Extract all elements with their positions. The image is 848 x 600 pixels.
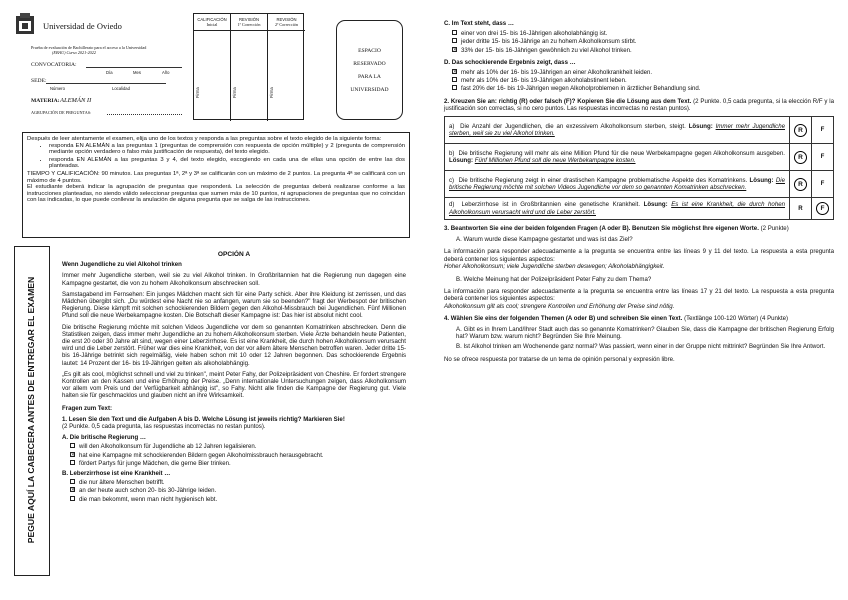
instructions-tiempo: TIEMPO Y CALIFICACIÓN: 90 minutos. Las preguntas 1ª, 2ª y 3ª se calificarán con un máximo de 2 puntos. La pregunta 4ª se calificará con un máximo de 4 puntos. xyxy=(27,170,405,184)
q2-answer: Die britische Regierung möchte mit solchen Videos Jugendliche vor dem so genannten Komatrinken abschrecken. xyxy=(449,176,785,192)
q2-letter: a) xyxy=(449,122,455,130)
q4-heading xyxy=(444,315,834,322)
q3b-info: La información para responder adecuadamente a la pregunta se encuentra entre las líneas 17 y 21 del texto. La respuesta a esta pregunta deberá contener los siguientes aspectos: xyxy=(444,288,834,303)
q4a-option: A. Gibt es in Ihrem Land/Ihrer Stadt auch das so genannte Komatrinken? Glauben Sie, dass die Kampagne der britischen Regierung Erfolg hat? Warum bzw. warum nicht? Begründen Sie Ihre Meinung. xyxy=(456,326,834,341)
grid-col-1-firma: Firma xyxy=(195,87,200,98)
q2-f-cell[interactable]: F xyxy=(812,117,834,144)
exam-header xyxy=(12,12,192,112)
q2-row xyxy=(445,117,834,144)
q1a-label: A. Die britische Regierung … xyxy=(62,434,146,442)
q2-answer: Es ist eine Krankheit, die durch hohen Alkoholkonsum verursacht wird und die Leber zerstört. xyxy=(449,201,785,216)
date-month-label: Mes xyxy=(133,70,141,75)
reading-section xyxy=(62,251,406,504)
q1c-option-text: 33% der 15- bis 16-Jährigen gewöhnlich zu viel Alkohol trinken. xyxy=(461,46,632,54)
q1a-option[interactable] xyxy=(70,443,406,450)
sede-numero-label: Número xyxy=(50,86,65,91)
q4-title: 4. Wählen Sie eins der folgenden Themen (A oder B) und schreiben Sie einen Text. xyxy=(444,314,683,322)
date-day-label: Día xyxy=(106,70,113,75)
convocatoria-label: CONVOCATORIA: xyxy=(31,62,77,68)
university-logo xyxy=(12,12,38,38)
grid-divider xyxy=(194,30,305,31)
fragen-title: Fragen zum Text: xyxy=(62,404,112,412)
subtitle-line2: (EBAU) Curso 2021-2022 xyxy=(52,50,96,55)
q2-r-cell[interactable] xyxy=(790,144,812,171)
date-year-label: Año xyxy=(162,70,170,75)
checked-checkbox-icon[interactable] xyxy=(452,47,457,52)
q2-heading xyxy=(444,98,834,112)
q1-points: (2 Punkte. 0,5 cada pregunta, las respuestas incorrectas no restan puntos). xyxy=(62,423,266,431)
q2-answer: Immer mehr Jugendliche sterben, weil sie zu viel Alkohol trinken. xyxy=(449,122,785,138)
sede-label: SEDE: xyxy=(31,78,47,84)
q1c-option-text: jeder dritte 15- bis 16-Jährige an zu hohem Alkoholkonsum stirbt. xyxy=(461,38,637,46)
option-title: OPCIÓN A xyxy=(217,251,251,258)
checkbox-icon[interactable] xyxy=(452,30,457,35)
q2-r-cell[interactable] xyxy=(790,171,812,198)
q2-losung-label: Lösung: xyxy=(643,201,668,209)
text-paragraph: Samstagabend im Fernsehen: Ein junges Mädchen macht sich für eine Party schick. Aber ihre Kleidung ist zerrissen, und das Mädchen übergibt sich. „Du würdest eine Nacht nie so anfangen, warum sie so beenden?" fragt der Werbespot der britischen Regierung. Diese kämpft mit solchen schockierenden Bildern gegen den Alkohol-Missbrauch bei Jugendlichen. Fünf Millionen Pfund soll die neue Werbekampagne kosten. Die Botschaft dieser Kampagne ist: Das hier ist absolut nicht cool. xyxy=(62,290,406,320)
q3-title: 3. Beantworten Sie eine der beiden folgenden Fragen (A oder B). Benutzen Sie möglichst Ihre eigenen Worte. xyxy=(444,225,759,233)
text-paragraph: Die britische Regierung möchte mit solchen Videos Jugendliche vor dem so genannten Komatrinken abschrecken. Denn die Statistiken zeigen, dass immer mehr Jugendliche an zu hohem Alkoholkonsum sterben. Viele Ärzte behandeln heute Patienten, die erst 20 oder 30 Jahre alt sind, wegen einer Leberzirrhose. Es ist eine Krankheit, die durch hohen Alkoholkonsum verursacht wird und die Leber zerstört. Früher war dies eine Krankheit, von der vor allem ältere Menschen betroffen waren. Jeder dritte 15- bis 16-Jährige betrinkt sich regelmäßig, viele haben schon mit 10 oder 12 Jahren begonnen. Das schockierende Ergebnis lautet: 14 Prozent der 16- bis 19-Jährigen gelten als alkoholabhängig. xyxy=(62,323,406,367)
q3b-label: B. Welche Meinung hat der Polizeipräsident Peter Fahy zu dem Thema? xyxy=(456,276,652,284)
reserved-space-box xyxy=(336,20,403,120)
q1b-option[interactable] xyxy=(70,496,406,503)
grading-grid xyxy=(193,13,304,120)
agrupacion-label: AGRUPACIÓN DE PREGUNTAS: xyxy=(31,110,92,115)
q1d-option-text: mehr als 10% der 16- bis 19-Jährigen an einer Alkoholkrankheit leiden. xyxy=(461,69,653,77)
q2-losung-label: Lösung: xyxy=(749,176,774,184)
text-title: Wenn Jugendliche zu viel Alkohol trinken xyxy=(62,261,182,269)
q1d-option[interactable] xyxy=(452,77,834,84)
q2-title: 2. Kreuzen Sie an: richtig (R) oder falsch (F)? Kopieren Sie die Lösung aus dem Text. xyxy=(444,97,692,105)
q1b-label: B. Leberzirrhose ist eine Krankheit … xyxy=(62,470,171,478)
q1b-option[interactable] xyxy=(70,479,406,486)
q2-table xyxy=(444,116,834,220)
q2-f-cell[interactable]: F xyxy=(812,144,834,171)
q2-row xyxy=(445,198,834,220)
q1d-option[interactable] xyxy=(452,69,834,76)
q1c-option[interactable] xyxy=(452,30,834,37)
q1b-option-text: an der heute auch schon 20- bis 30-Jährige leiden. xyxy=(79,487,217,495)
instructions-bullet-1: • responda EN ALEMÁN a las preguntas 1 (preguntas de comprensión con respuesta de opción múltiple) y 2 (pregunta de comprensión mediante opción verdadero o falso más justificación de respuesta), del texto elegido. xyxy=(49,143,405,156)
sede-localidad-label: Localidad xyxy=(112,86,130,91)
reserved-line-4: UNIVERSIDAD xyxy=(350,87,389,93)
q1c-option-text: einer von drei 15- bis 16-Jährigen alkoholabhängig ist. xyxy=(461,30,608,38)
q1a-option[interactable] xyxy=(70,452,406,459)
q1-title: 1. Lesen Sie den Text und die Aufgaben A bis D. Welche Lösung ist jeweils richtig? Markieren Sie! xyxy=(62,415,345,423)
q2-statement: Die britische Regierung zeigt in einer drastischen Kampagne problematische Aspekte des Komatrinkens. xyxy=(458,176,748,184)
q2-answer: Fünf Millionen Pfund soll die neue Werbekampagne kosten. xyxy=(474,157,636,165)
q1b-option-text: die man bekommt, wenn man nicht hygienisch lebt. xyxy=(79,495,218,503)
subtitle-line1: Prueba de evaluación de Bachillerato para el acceso a la Universidad xyxy=(31,45,147,50)
q2-r-cell[interactable] xyxy=(790,117,812,144)
q2-f-cell[interactable] xyxy=(812,198,834,220)
q2-points: (2 Punkte. 0,5 cada pregunta, si la elección R/F y la justificación son correctas, si no cero puntos. Las respuestas incorrectas no restan puntos). xyxy=(444,97,834,112)
q2-statement-cell xyxy=(445,198,790,220)
university-name: Universidad de Oviedo xyxy=(43,21,122,31)
q2-statement-cell xyxy=(445,171,790,198)
q1c-option[interactable] xyxy=(452,47,834,54)
q2-row xyxy=(445,144,834,171)
grid-col-2-sub: 1ª Corrección xyxy=(237,22,261,27)
q1a-option-text: fördert Partys für junge Mädchen, die gerne Bier trinken. xyxy=(79,459,231,467)
checked-checkbox-icon[interactable] xyxy=(70,487,75,492)
q3a-label: A. Warum wurde diese Kampagne gestartet und was ist das Ziel? xyxy=(456,236,633,244)
q2-statement: Leberzirrhose ist in Großbritannien eine genetische Krankheit. xyxy=(461,201,641,209)
paste-header-text: PEGUE AQUÍ LA CABECERA ANTES DE ENTREGAR EL EXAMEN xyxy=(26,276,36,544)
checkbox-icon[interactable] xyxy=(452,77,457,82)
q3b-answer: Alkoholkonsum gilt als cool; strengere Kontrollen und Erhöhung der Preise sind nötig. xyxy=(444,302,675,310)
instructions-bullet-2: • responda EN ALEMÁN a las preguntas 3 y 4, del texto elegido, escogiendo en cada una de ellas una opción de entre las dos planteadas. xyxy=(49,157,405,170)
q1c-label: C. Im Text steht, dass … xyxy=(444,20,514,27)
q2-letter: c) xyxy=(449,176,455,184)
answers-section xyxy=(444,20,834,363)
q1d-option[interactable] xyxy=(452,85,834,92)
agrupacion-field[interactable] xyxy=(107,114,182,115)
checked-checkbox-icon[interactable] xyxy=(70,452,75,457)
q1a-option[interactable] xyxy=(70,460,406,467)
grid-col-1-title: CALIFICACIÓN xyxy=(197,17,227,22)
q3-heading xyxy=(444,225,834,232)
q2-statement-cell xyxy=(445,117,790,144)
instructions-agrupacion: El estudiante deberá indicar la agrupación de preguntas que responderá. La selección de preguntas deberá realizarse conforme a las instrucciones planteadas, no siendo válido seleccionar preguntas que sumen más de 10 puntos, ni agrupaciones de preguntas que no coincidan con las indicadas, lo que puede conllevar la anulación de alguna pregunta que se salga de las instrucciones. xyxy=(27,184,405,204)
grid-col-2-firma: Firma xyxy=(232,87,237,98)
q1a-option-text: hat eine Kampagne mit schockierenden Bildern gegen Alkoholmissbrauch herausgebracht. xyxy=(79,451,324,459)
checkbox-icon[interactable] xyxy=(70,443,75,448)
materia-value: ALEMÁN II xyxy=(60,97,92,104)
materia-label: MATERIA: xyxy=(31,98,60,104)
circled-r-mark[interactable]: R xyxy=(794,178,807,191)
checkbox-icon[interactable] xyxy=(452,85,457,90)
reserved-line-3: PARA LA xyxy=(358,74,381,80)
paste-header-strip[interactable] xyxy=(14,246,50,576)
grid-col-3-title: REVISIÓN xyxy=(276,17,297,22)
q4b-option: B. Ist Alkohol trinken am Wochenende ganz normal? Was passiert, wenn einer in der Gruppe nicht mittrinkt? Begründen Sie Ihre Antwort. xyxy=(456,343,826,351)
checkbox-icon[interactable] xyxy=(70,460,75,465)
reserved-line-2: RESERVADO xyxy=(353,61,386,67)
q3a-answer: Hoher Alkoholkonsum; viele Jugendliche sterben deswegen; Alkoholabhängigkeit. xyxy=(444,262,665,270)
circled-r-mark[interactable]: R xyxy=(794,151,807,164)
grid-col-1-sub: Inicial xyxy=(206,22,218,27)
text-paragraph: „Es gilt als cool, möglichst schnell und viel zu trinken", meint Peter Fahy, der Polizeipräsident von Cheshire. Er fordert strengere Kontrollen an den Kassen und eine Erhöhung der Preise. „Denn internationale Untersuchungen zeigen, dass Alkoholkonsum vor allem vom Preis und der Verfügbarkeit abhängig ist", so Fahy. Nicht alle finden die Kampagne der Regierung gut. Viele halten sie für geschmacklos und glauben nicht an ihre Wirksamkeit. xyxy=(62,370,406,400)
sede-field[interactable] xyxy=(46,83,166,84)
q1d-option-text: mehr als 10% der 16- bis 19-Jährigen alkoholabstinent leben. xyxy=(461,77,627,85)
q2-letter: b) xyxy=(449,149,455,157)
q2-statement: Die britische Regierung will mehr als eine Million Pfund für die neue Werbekampagne gegen Alkoholkonsum ausgeben. xyxy=(458,149,785,157)
convocatoria-field[interactable] xyxy=(86,67,182,68)
instructions-list xyxy=(27,143,405,170)
grid-col-3-sub: 2ª Corrección xyxy=(275,22,298,27)
q3-points: (2 Punkte) xyxy=(760,225,789,233)
q2-losung-label: Lösung: xyxy=(688,122,713,130)
circled-f-mark[interactable]: F xyxy=(816,202,829,215)
q2-r-cell[interactable]: R xyxy=(790,198,812,220)
q2-statement-cell xyxy=(445,144,790,171)
q2-letter: d) xyxy=(449,201,455,209)
q1b-option[interactable] xyxy=(70,487,406,494)
q1a-option-text: will den Alkoholkonsum für Jugendliche ab 12 Jahren legalisieren. xyxy=(79,443,257,451)
grid-col-2-title: REVISIÓN xyxy=(238,17,259,22)
q1b-option-text: die nur ältere Menschen betrifft. xyxy=(79,479,165,487)
reserved-line-1: ESPACIO xyxy=(358,48,381,54)
instructions-box xyxy=(22,132,410,238)
checkbox-icon[interactable] xyxy=(70,496,75,501)
q1d-label: D. Das schockierende Ergebnis zeigt, dass … xyxy=(444,58,576,66)
q2-statement: Die Anzahl der Jugendlichen, die an exzessivem Alkoholkonsum sterben, steigt. xyxy=(460,122,686,130)
checkbox-icon[interactable] xyxy=(70,479,75,484)
q4-points: (Textlänge 100-120 Wörter) (4 Punkte) xyxy=(684,314,789,322)
q1d-option-text: fast 20% der 16- bis 19-Jährigen wegen Alkoholproblemen in ärztlicher Behandlung sind. xyxy=(461,85,701,93)
instructions-intro: Después de leer atentamente el examen, elija uno de los textos y responda a las preguntas sobre el texto elegido de la siguiente forma: xyxy=(27,136,382,142)
text-paragraph: Immer mehr Jugendliche sterben, weil sie zu viel Alkohol trinken. In Großbritannien hat die Regierung nun dagegen eine Kampagne gestartet, die von zu hohem Alkoholkonsum abschrecken soll. xyxy=(62,272,406,287)
q2-losung-label: Lösung: xyxy=(449,157,474,165)
q2-f-cell[interactable]: F xyxy=(812,171,834,198)
checkbox-icon[interactable] xyxy=(452,38,457,43)
q1c-option[interactable] xyxy=(452,38,834,45)
checked-checkbox-icon[interactable] xyxy=(452,69,457,74)
q2-row xyxy=(445,171,834,198)
q4-note: No se ofrece respuesta por tratarse de un tema de opinión personal y expresión libre. xyxy=(444,355,675,363)
q3a-info: La información para responder adecuadamente a la pregunta se encuentra entre las líneas 9 y 11 del texto. La respuesta a esta pregunta deberá contener los siguientes aspectos: xyxy=(444,248,834,263)
grid-col-3-firma: Firma xyxy=(269,87,274,98)
circled-r-mark[interactable]: R xyxy=(794,124,807,137)
